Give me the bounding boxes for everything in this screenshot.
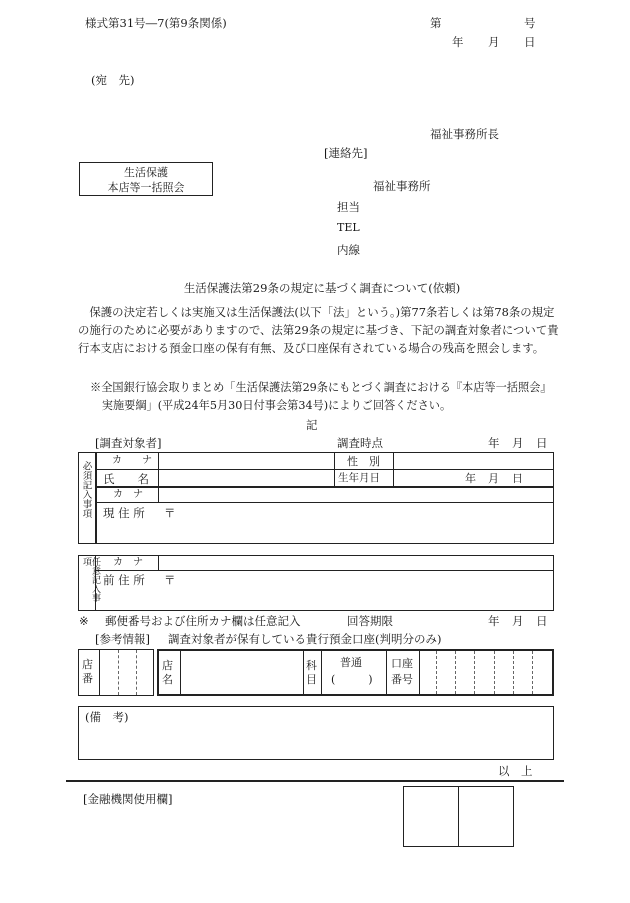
account-number-label: 口座番号 [391,657,413,686]
form-number: 様式第31号―7(第9条関係) [85,16,227,30]
optional-table [78,555,554,611]
survey-time-label: 調査時点 [337,436,383,450]
remarks-box [78,706,554,760]
addressee: (宛 先) [91,73,135,87]
previous-address-label: 前 住 所 [103,573,145,587]
required-name-label: 氏 名 [103,472,149,486]
contact-person: 担当 [337,200,360,214]
optional-kana-label: カ ナ [113,557,143,568]
gender-label: 性 別 [347,455,380,468]
birth-date-label: 生年月日 [338,472,380,484]
title-box-line2: 本店等一括照会 [107,181,185,194]
current-address-label: 現 住 所 [103,506,145,520]
survey-time-month: 月 [512,436,524,450]
required-side-label: 必須記入事項 [80,461,92,518]
reference-description: 調査対象者が保有している貴行預金口座(判明分のみ) [168,632,442,646]
optional-side-label: 任意記入事項 [81,557,100,602]
body-paragraph: 保護の決定若しくは実施又は生活保護法(以下「法」という。)第77条若しくは第78条の規定の施行のために必要がありますので、法第29条の規定に基づき、下記の調査対象者について貴行本支店における預金口座の保有有無、及び口座保有されている場合の残高を照会します。 [78,305,559,355]
header-date-year: 年 [452,35,464,49]
reference-label: [参考情報] [95,632,150,646]
deadline-year: 年 [488,614,500,628]
header-date-month: 月 [488,35,500,49]
survey-time-day: 日 [536,436,548,450]
birth-day: 日 [512,472,523,485]
title-box [79,162,213,196]
doc-number-label: 第 [430,16,442,30]
optional-note-mark: ※ [79,614,89,628]
remarks-label: (備 考) [85,710,129,724]
ki-mark: 記 [306,418,318,432]
required-kana-label: カ ナ [112,455,152,466]
contact-tel: TEL [337,221,360,234]
header-date-day: 日 [524,35,536,49]
deadline-month: 月 [512,614,524,628]
deadline-day: 日 [536,614,548,628]
account-type-label: 科目 [306,659,317,686]
previous-address-postal: 〒 [164,573,176,587]
bank-use-label: [金融機関使用欄] [83,792,173,806]
sender: 福祉事務所長 [430,127,499,141]
contact-extension: 内線 [337,243,360,257]
doc-number-suffix: 号 [524,16,536,30]
note-paragraph: ※全国銀行協会取りまとめ「生活保護法第29条にもとづく調査における『本店等一括照会』実施要綱」(平成24年5月30日付事会第34号)によりご回答ください。 [90,381,552,412]
title-box-line1: 生活保護 [124,166,168,179]
ordinary-label: 普通 [340,656,362,669]
contact-office: 福祉事務所 [373,179,431,193]
current-address-postal: 〒 [164,506,176,520]
birth-month: 月 [488,472,499,485]
contact-label: [連絡先] [324,146,368,160]
subject-section-label: [調査対象者] [95,436,162,450]
birth-year: 年 [465,472,476,485]
optional-note-text: 郵便番号および住所カナ欄は任意記入 [105,614,301,628]
branch-number-label: 店番 [82,658,93,685]
deadline-label: 回答期限 [347,614,393,628]
end-mark: 以 上 [498,764,533,778]
address-kana-label: カ ナ [113,489,143,500]
subject-title: 生活保護法第29条の規定に基づく調査について(依頼) [183,281,461,295]
survey-time-year: 年 [488,436,500,450]
account-type-paren: ( ) [331,673,373,686]
branch-name-label: 店名 [162,659,173,686]
